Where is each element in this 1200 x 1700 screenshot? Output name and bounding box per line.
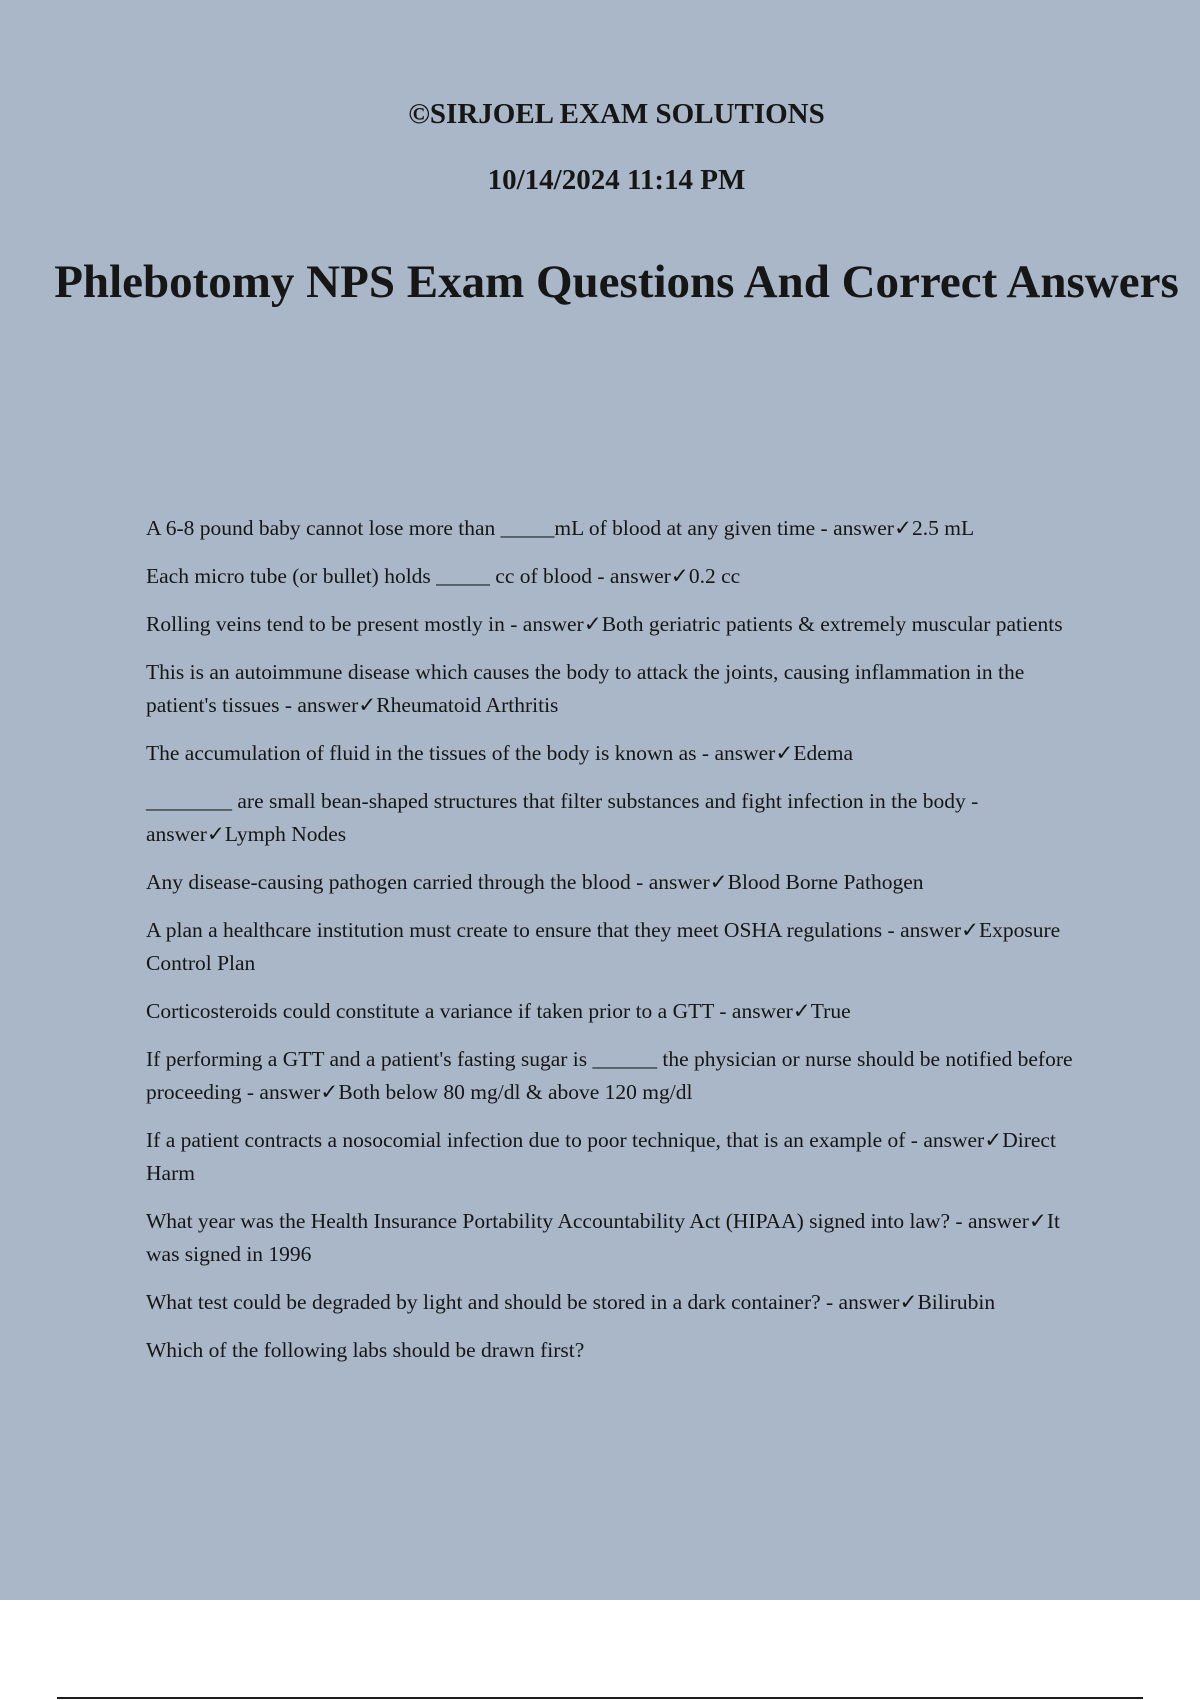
qa-item: Any disease-causing pathogen carried through the blood - answer✓Blood Borne Pathogen [146, 870, 924, 894]
header-copyright: ©SIRJOEL EXAM SOLUTIONS [408, 98, 825, 130]
qa-item: If performing a GTT and a patient's fasting sugar is ______ the physician or nurse should be notified before proceeding - answer✓Both below 80 mg/dl & above 120 mg/dl [146, 1047, 1073, 1104]
qa-item: Which of the following labs should be drawn first? [146, 1338, 585, 1362]
question-answer-list [146, 512, 1091, 1382]
qa-item: What year was the Health Insurance Portability Accountability Act (HIPAA) signed into law? - answer✓It was signed in 1996 [146, 1209, 1061, 1266]
qa-item: What test could be degraded by light and should be stored in a dark container? - answer✓Bilirubin [146, 1290, 996, 1314]
footer-divider [57, 1697, 1143, 1699]
qa-item: Corticosteroids could constitute a variance if taken prior to a GTT - answer✓True [146, 999, 851, 1023]
qa-item: Each micro tube (or bullet) holds _____ cc of blood - answer✓0.2 cc [146, 564, 741, 588]
qa-item: A 6-8 pound baby cannot lose more than _____mL of blood at any given time - answer✓2.5 mL [146, 516, 975, 540]
header-timestamp: 10/14/2024 11:14 PM [487, 164, 746, 196]
qa-item: ________ are small bean-shaped structures that filter substances and fight infection in the body - answer✓Lymph Nodes [146, 789, 979, 846]
document-title: Phlebotomy NPS Exam Questions And Correct Answers [54, 256, 1179, 308]
qa-item: The accumulation of fluid in the tissues of the body is known as - answer✓Edema [146, 741, 854, 765]
qa-item: Rolling veins tend to be present mostly in - answer✓Both geriatric patients & extremely muscular patients [146, 612, 1063, 636]
qa-item: A plan a healthcare institution must create to ensure that they meet OSHA regulations - answer✓Exposure Control Plan [146, 918, 1061, 975]
qa-item: This is an autoimmune disease which causes the body to attack the joints, causing inflammation in the patient's tissues - answer✓Rheumatoid Arthritis [146, 660, 1025, 717]
qa-item: If a patient contracts a nosocomial infection due to poor technique, that is an example of - answer✓Direct Harm [146, 1128, 1056, 1185]
